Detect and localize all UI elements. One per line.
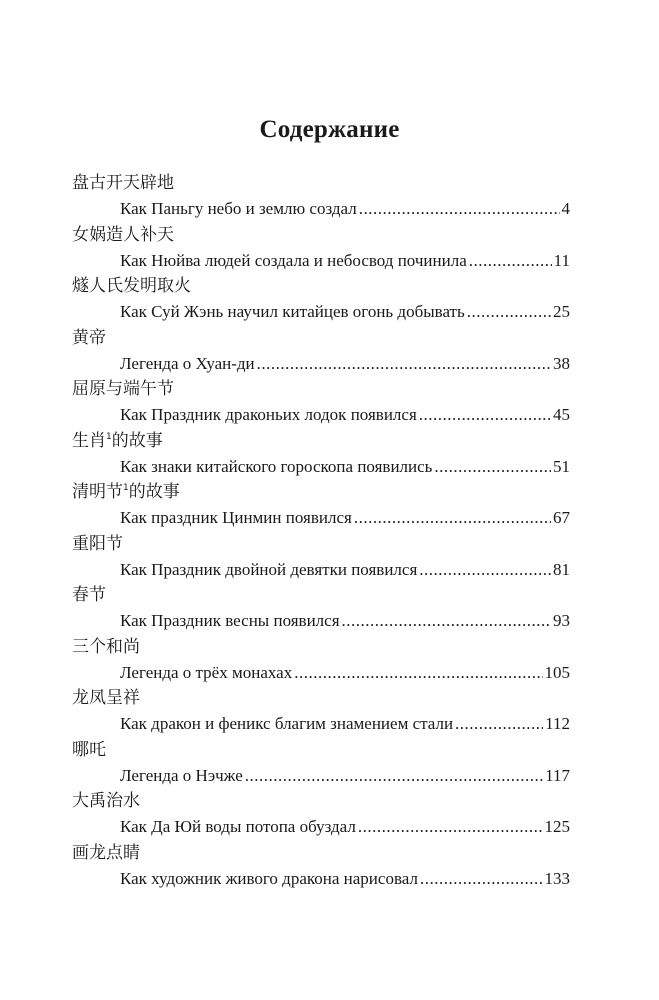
toc-entry-line[interactable] [120, 866, 570, 891]
chinese-title-text: 盘古开天辟地 [72, 173, 174, 193]
toc-entry [72, 737, 570, 789]
toc-entry-line[interactable] [120, 351, 570, 376]
toc-entry-russian-title: Как праздник Цинмин появился [120, 508, 352, 527]
toc-entry-line[interactable] [120, 763, 570, 788]
dot-leader [455, 711, 543, 736]
toc-entry-line[interactable] [120, 248, 570, 273]
chinese-title-text: 大禹治水 [72, 791, 140, 811]
toc-entry [72, 170, 570, 222]
chinese-title-text: 龙凤呈祥 [72, 688, 140, 708]
toc-entry [72, 531, 570, 583]
toc-entry-line[interactable] [120, 402, 570, 427]
toc-entry-russian-title: Как знаки китайского гороскопа появились [120, 456, 433, 476]
chinese-title-text: 黄帝 [72, 327, 106, 348]
toc-entry [72, 273, 570, 325]
toc-entry-chinese-title [72, 582, 106, 608]
chinese-title-text: 燧人氏发明取火 [72, 276, 191, 296]
toc-page-number: 105 [544, 662, 570, 682]
toc-entry-chinese-title [72, 170, 174, 196]
chinese-title-text: 女娲造人补天 [72, 224, 174, 245]
toc-page-number: 81 [553, 559, 570, 579]
toc-page-number: 4 [561, 199, 570, 218]
chinese-title-suffix: 的故事 [111, 430, 163, 451]
toc-entry-chinese-title [72, 479, 180, 505]
chinese-title-text: 屈原与端午节 [72, 379, 174, 399]
toc-page-number: 11 [553, 250, 570, 270]
toc-entry-russian-title: Как Праздник двойной девятки появился [120, 559, 418, 579]
dot-leader [420, 866, 543, 891]
dot-leader [354, 505, 551, 530]
toc-entry-chinese-title [72, 685, 140, 711]
chinese-title-text: 画龙点睛 [72, 842, 140, 863]
toc-entry-chinese-title [72, 840, 140, 866]
toc-entry-chinese-title [72, 222, 174, 248]
toc-entry-chinese-title [72, 634, 140, 660]
toc-entry [72, 376, 570, 428]
toc-entry-line[interactable] [120, 608, 570, 633]
toc-entry [72, 634, 570, 686]
dot-leader [467, 299, 551, 324]
toc-page-number: 117 [545, 765, 570, 785]
toc-page-number: 93 [553, 611, 570, 630]
toc-entry-chinese-title [72, 531, 123, 557]
toc-entry [72, 428, 570, 480]
toc-entry-line[interactable] [120, 814, 570, 839]
toc-page-number: 51 [553, 456, 570, 476]
dot-leader [419, 402, 551, 427]
toc-entry-russian-title: Как Нюйва людей создала и небосвод починила [120, 250, 467, 270]
dot-leader [342, 608, 551, 633]
toc-entry-line[interactable] [120, 505, 570, 530]
dot-leader [359, 196, 560, 221]
footnote-marker: 1 [106, 431, 112, 442]
toc-entry [72, 325, 570, 377]
chinese-title-text: 春节 [72, 585, 106, 605]
page-title: Содержание [259, 116, 400, 143]
toc-entry-line[interactable] [120, 711, 570, 736]
toc-entry-russian-title: Как художник живого дракона нарисовал [120, 868, 418, 888]
toc-entry-chinese-title [72, 737, 106, 763]
toc-entry-russian-title: Как Да Юй воды потопа обуздал [120, 817, 356, 836]
dot-leader [257, 351, 551, 376]
dot-leader [358, 814, 543, 839]
toc-entry-chinese-title [72, 788, 140, 814]
toc-entry-russian-title: Как Праздник весны появился [120, 611, 340, 630]
toc-entry-chinese-title [72, 376, 174, 402]
toc-entry [72, 685, 570, 737]
table-of-contents [72, 170, 570, 891]
toc-page-number: 133 [544, 868, 570, 888]
toc-entry-russian-title: Как Суй Жэнь научил китайцев огонь добывать [120, 302, 465, 321]
toc-entry [72, 840, 570, 892]
footnote-marker: 1 [123, 483, 129, 493]
toc-entry-russian-title: Как дракон и феникс благим знамением стали [120, 714, 454, 733]
toc-entry [72, 582, 570, 634]
chinese-title-text: 清明节 [72, 482, 123, 502]
toc-page-number: 125 [544, 817, 570, 836]
toc-entry [72, 788, 570, 840]
toc-entry-line[interactable] [120, 454, 570, 479]
chinese-title-text: 生肖 [72, 430, 106, 451]
toc-entry-chinese-title [72, 273, 191, 299]
toc-entry-russian-title: Легенда о Нэчже [120, 765, 243, 785]
toc-page-number: 112 [545, 714, 570, 733]
toc-page-number: 45 [553, 405, 570, 424]
toc-page-number: 38 [553, 353, 570, 373]
dot-leader [469, 248, 552, 273]
chinese-title-text: 三个和尚 [72, 636, 140, 657]
toc-entry-russian-title: Легенда о Хуан-ди [120, 353, 255, 373]
toc-entry-russian-title: Легенда о трёх монахах [120, 662, 293, 682]
toc-entry-line[interactable] [120, 557, 570, 582]
toc-page-number: 25 [553, 302, 570, 321]
dot-leader [419, 557, 551, 582]
toc-entry-chinese-title [72, 325, 106, 351]
toc-entry-line[interactable] [120, 196, 570, 221]
chinese-title-suffix: 的故事 [128, 482, 180, 502]
dot-leader [434, 454, 551, 479]
dot-leader [294, 660, 542, 685]
chinese-title-text: 重阳节 [72, 533, 123, 554]
chinese-title-text: 哪吒 [72, 739, 106, 760]
toc-page-number: 67 [553, 508, 570, 527]
dot-leader [245, 763, 543, 788]
toc-entry-chinese-title [72, 428, 163, 454]
toc-entry-line[interactable] [120, 660, 570, 685]
toc-entry-russian-title: Как Паньгу небо и землю создал [120, 199, 357, 218]
toc-entry [72, 222, 570, 274]
toc-entry-line[interactable] [120, 299, 570, 324]
toc-entry [72, 479, 570, 531]
toc-entry-russian-title: Как Праздник драконьих лодок появился [120, 405, 417, 424]
